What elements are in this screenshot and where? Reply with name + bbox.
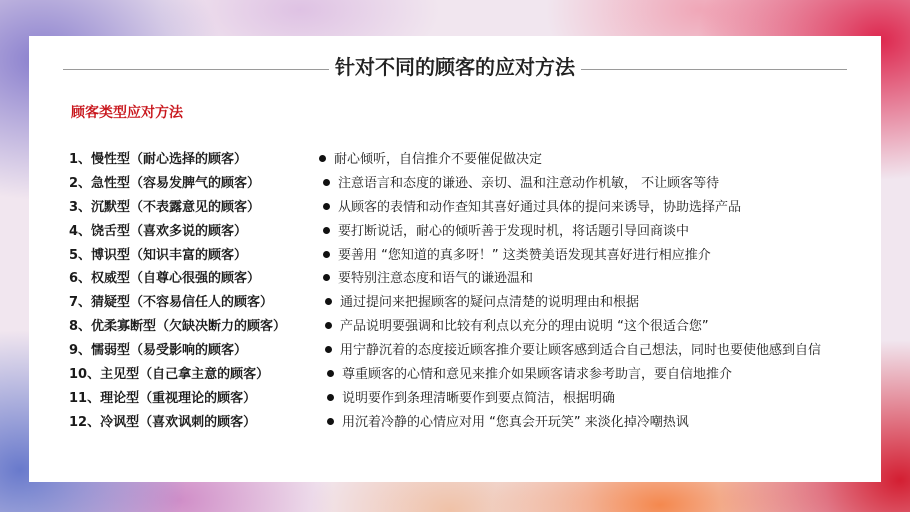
- list-item: [69, 172, 871, 196]
- list-item: [69, 411, 871, 435]
- response-method: 尊重顾客的心情和意见来推介如果顾客请求参考助言，要自信地推介: [327, 363, 732, 387]
- page-title: 针对不同的顾客的应对方法: [329, 54, 581, 80]
- response-method: 说明要作到条理清晰要作到要点简洁，根据明确: [327, 387, 615, 411]
- customer-type-label: 7、猜疑型（不容易信任人的顾客）: [69, 295, 274, 311]
- customer-type-label: 3、沉默型（不表露意见的顾客）: [69, 199, 261, 215]
- customer-type-label: 6、权威型（自尊心很强的顾客）: [69, 271, 261, 287]
- customer-type-label: 11、理论型（重视理论的顾客）: [69, 390, 257, 406]
- list-item: [69, 387, 871, 411]
- customer-type-label: 9、懦弱型（易受影响的顾客）: [69, 343, 248, 359]
- response-method: 通过提问来把握顾客的疑问点清楚的说明理由和根据: [325, 291, 639, 315]
- customer-type-label: 4、饶舌型（喜欢多说的顾客）: [69, 223, 248, 239]
- response-method: 用沉着冷静的心情应对用 “您真会开玩笑” 来淡化掉冷嘲热讽: [327, 411, 689, 435]
- list-item: [69, 291, 871, 315]
- response-method: 耐心倾听，自信推介不要催促做决定: [319, 148, 542, 172]
- list-item: [69, 220, 871, 244]
- response-method: 注意语言和态度的谦逊、亲切、温和注意动作机敏， 不让顾客等待: [323, 172, 719, 196]
- list-item: [69, 339, 871, 363]
- customer-type-list: [69, 148, 871, 435]
- customer-type-label: 5、博识型（知识丰富的顾客）: [69, 247, 248, 263]
- customer-type-label: 8、优柔寡断型（欠缺决断力的顾客）: [69, 319, 287, 335]
- list-item: [69, 315, 871, 339]
- list-item: [69, 363, 871, 387]
- response-method: 用宁静沉着的态度接近顾客推介要让顾客感到适合自己想法，同时也要使他感到自信: [325, 339, 821, 363]
- list-item: [69, 244, 871, 268]
- customer-type-label: 2、急性型（容易发脾气的顾客）: [69, 175, 261, 191]
- response-method: 产品说明要强调和比较有利点以充分的理由说明 “这个很适合您”: [325, 315, 709, 339]
- list-item: [69, 148, 871, 172]
- customer-type-label: 12、冷讽型（喜欢讽刺的顾客）: [69, 414, 257, 430]
- slide-card: [29, 36, 881, 482]
- customer-type-label: 10、主见型（自己拿主意的顾客）: [69, 367, 270, 383]
- response-method: 要善用 “您知道的真多呀！” 这类赞美语发现其喜好进行相应推介: [323, 244, 711, 268]
- section-subtitle: 顾客类型应对方法: [71, 105, 183, 121]
- list-item: [69, 267, 871, 291]
- list-item: [69, 196, 871, 220]
- customer-type-label: 1、慢性型（耐心选择的顾客）: [69, 152, 248, 167]
- response-method: 要特别注意态度和语气的谦逊温和: [323, 267, 533, 291]
- response-method: 从顾客的表情和动作查知其喜好通过具体的提问来诱导，协助选择产品: [323, 196, 741, 220]
- response-method: 要打断说话，耐心的倾听善于发现时机，将话题引导回商谈中: [323, 220, 689, 244]
- title-bar: [63, 54, 847, 80]
